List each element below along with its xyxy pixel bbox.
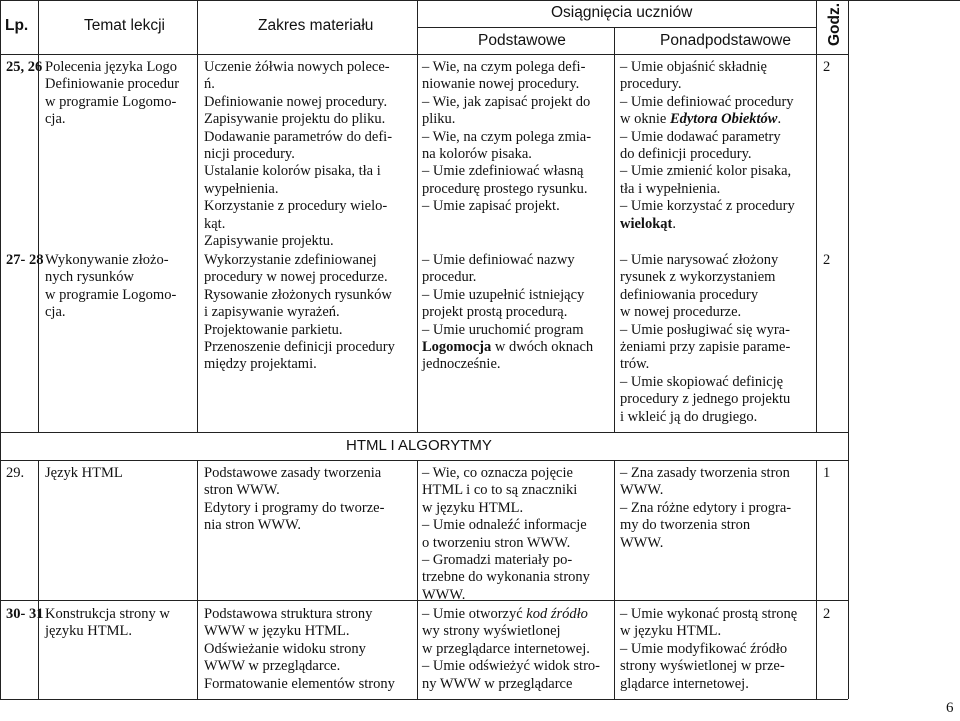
section-title: HTML I ALGORYTMY (346, 437, 492, 454)
col-godz-border-lower (816, 460, 817, 699)
header-lp: Lp. (5, 17, 29, 34)
row1-godz: 2 (823, 59, 831, 75)
header-podstawowe: Podstawowe (478, 32, 566, 49)
row2-godz: 2 (823, 252, 831, 268)
col-podst-border (417, 0, 418, 432)
col-lp-border (0, 0, 1, 699)
row2-temat: Wykonywanie złożo- nych rysunków w programie Logomo- cja. (45, 252, 177, 321)
row1-temat: Polecenia języka Logo Definiowanie procedur w programie Logomo- cja. (45, 59, 180, 128)
col-ponad-border (614, 27, 615, 432)
table-bottom-border (0, 699, 848, 700)
row3-ponadpodstawowe: – Zna zasady tworzenia stron WWW. – Zna różne edytory i progra- my do tworzenia stron WWW. (620, 465, 792, 551)
col-podst-border-lower (417, 460, 418, 699)
header-zakres: Zakres materiału (258, 17, 374, 34)
row2-bottom-border (0, 432, 848, 433)
row2-ponadpodstawowe: – Umie narysować złożony rysunek z wykorzystaniem definiowania procedury w nowej procedurze. – Umie posługiwać się wyra- żeniami przy zapisie parame- trów. – Umie skopiować definicję procedury z jednego projektu i wkleić ją do drugiego. (620, 252, 791, 425)
row1-lp: 25, 26 (6, 59, 43, 75)
row4-lp: 30- 31 (6, 606, 44, 622)
col-temat-border-lower (38, 460, 39, 699)
osiagniecia-divider (417, 27, 816, 28)
table-right-border (848, 0, 849, 699)
row1-ponadpodstawowe: – Umie objaśnić składnię procedury. – Umie definiować procedury w oknie Edytora Obiektów. – Umie dodawać parametry do definicji procedury. – Umie zmienić kolor pisaka, tła i wypełnienia. – Umie korzystać z procedury wielokąt. (620, 59, 795, 232)
col-godz-border (816, 0, 817, 432)
row3-zakres: Podstawowe zasady tworzenia stron WWW. Edytory i programy do tworze- nia stron WWW. (204, 465, 385, 534)
header-osiagniecia: Osiągnięcia uczniów (551, 4, 693, 21)
header-ponadpodstawowe: Ponadpodstawowe (660, 32, 791, 49)
row3-temat: Język HTML (45, 465, 123, 481)
col-zakres-border (197, 0, 198, 432)
row1-zakres: Uczenie żółwia nowych polece- ń. Definiowanie nowej procedury. Zapisywanie projektu do pliku. Dodawanie parametrów do defi- nicji procedury. Ustalanie kolorów pisaka, tła i wypełnienia. Korzystanie z procedury wielo- kąt. Zapisywanie projektu. (204, 59, 393, 250)
row3-lp: 29. (6, 465, 25, 481)
row4-podstawowe: – Umie otworzyć kod źródło wy strony wyświetlonej w przeglądarce internetowej. – Umie odświeżyć widok stro- ny WWW w przeglądarce (422, 606, 600, 692)
row1-podstawowe: – Wie, na czym polega defi- niowanie nowej procedury. – Wie, jak zapisać projekt do pliku. – Wie, na czym polega zmia- na kolorów pisaka. – Umie zdefiniować własną procedurę prostego rysunku. – Umie zapisać projekt. (422, 59, 592, 215)
row3-godz: 1 (823, 465, 831, 481)
row2-podstawowe: – Umie definiować nazwy procedur. – Umie uzupełnić istniejący projekt prostą procedurą. – Umie uruchomić program Logomocja w dwóch oknach jednocześnie. (422, 252, 594, 373)
row2-zakres: Wykorzystanie zdefiniowanej procedury w nowej procedurze. Rysowanie złożonych rysunków i zapisywanie wyrażeń. Projektowanie parkietu. Przenoszenie definicji procedury między projektami. (204, 252, 395, 373)
row3-podstawowe: – Wie, co oznacza pojęcie HTML i co to są znaczniki w języku HTML. – Umie odnaleźć informacje o tworzeniu stron WWW. – Gromadzi materiały po- trzebne do wykonania strony WWW. (422, 465, 590, 603)
row4-zakres: Podstawowa struktura strony WWW w języku HTML. Odświeżanie widoku strony WWW w przeglądarce. Formatowanie elementów strony (204, 606, 395, 692)
row4-godz: 2 (823, 606, 831, 622)
col-zakres-border-lower (197, 460, 198, 699)
section-bottom-border (0, 460, 848, 461)
row4-temat: Konstrukcja strony w języku HTML. (45, 606, 170, 640)
row2-lp: 27- 28 (6, 252, 44, 268)
header-bottom-border (0, 54, 848, 55)
row4-ponadpodstawowe: – Umie wykonać prostą stronę w języku HTML. – Umie modyfikować źródło strony wyświetlonej w prze- glądarce internetowej. (620, 606, 798, 692)
col-ponad-border-lower (614, 460, 615, 699)
header-godz: Godz. (826, 2, 843, 46)
header-temat: Temat lekcji (84, 17, 165, 34)
page-number: 6 (946, 700, 954, 716)
